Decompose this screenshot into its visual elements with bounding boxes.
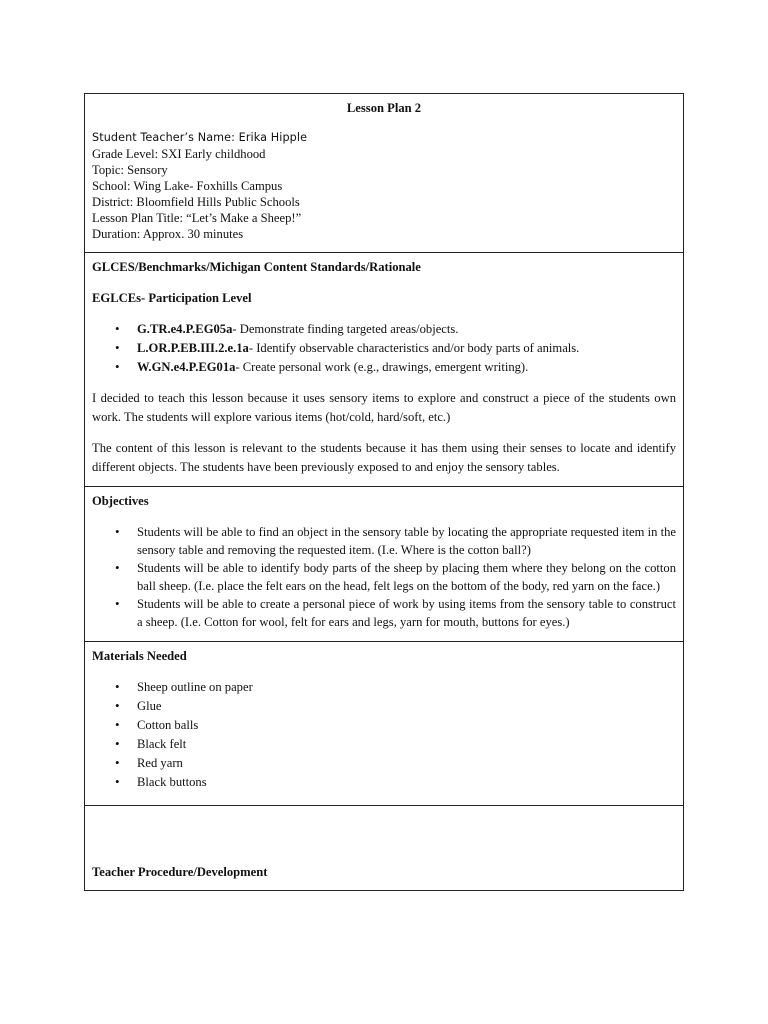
standards-list xyxy=(92,321,676,375)
materials-heading: Materials Needed xyxy=(92,649,187,663)
list-item: • Students will be able to find an object in the sensory table by locating the appropriate requested item in the sensory table and removing the requested item. (I.e. Where is the cotton ball?) xyxy=(92,523,676,559)
school: School: Wing Lake- Foxhills Campus xyxy=(92,179,283,193)
grade-level: Grade Level: SXI Early childhood xyxy=(92,147,266,161)
list-item: • Glue xyxy=(92,698,676,715)
standard-code: L.OR.P.EB.III.2.e.1a xyxy=(137,341,249,355)
list-item xyxy=(92,340,676,356)
objectives-list xyxy=(92,523,676,631)
standards-heading: GLCES/Benchmarks/Michigan Content Standards/Rationale xyxy=(92,260,421,274)
materials-list xyxy=(92,679,676,791)
objectives-heading: Objectives xyxy=(92,494,149,508)
lesson-plan-table xyxy=(84,93,684,891)
list-item: • Black felt xyxy=(92,736,676,753)
list-item xyxy=(92,359,676,375)
list-item: • Students will be able to identify body parts of the sheep by placing them where they belong on the cotton ball sheep. (I.e. place the felt ears on the head, felt legs on the bottom of the body, red yarn on the face.) xyxy=(92,559,676,595)
header-section xyxy=(85,94,683,252)
list-item: • Black buttons xyxy=(92,774,676,791)
topic: Topic: Sensory xyxy=(92,163,168,177)
standard-text: - Identify observable characteristics and/or body parts of animals. xyxy=(248,341,580,355)
document-title: Lesson Plan 2 xyxy=(346,101,422,115)
standards-section xyxy=(85,252,683,486)
list-item: • Sheep outline on paper xyxy=(92,679,676,696)
procedure-section xyxy=(85,805,683,890)
lesson-plan-title: Lesson Plan Title: “Let’s Make a Sheep!” xyxy=(92,211,302,225)
standard-text: - Demonstrate finding targeted areas/objects. xyxy=(232,322,459,336)
participation-level-heading: EGLCEs- Participation Level xyxy=(92,291,252,305)
procedure-heading: Teacher Procedure/Development xyxy=(92,865,268,879)
district: District: Bloomfield Hills Public Schools xyxy=(92,195,300,209)
materials-section xyxy=(85,641,683,805)
standard-code: W.GN.e4.P.EG01a xyxy=(137,360,236,374)
list-item: • Students will be able to create a personal piece of work by using items from the sensory table to construct a sheep. (I.e. Cotton for wool, felt for ears and legs, yarn for mouth, buttons for eyes.) xyxy=(92,595,676,631)
standard-text: - Create personal work (e.g., drawings, emergent writing). xyxy=(235,360,529,374)
relevance-paragraph: The content of this lesson is relevant to the students because it has them using their senses to locate and identify different objects. The students have been previously exposed to and enjoy the sensory tables. xyxy=(92,441,676,474)
list-item: • Red yarn xyxy=(92,755,676,772)
objectives-section xyxy=(85,486,683,641)
rationale-paragraph: I decided to teach this lesson because it uses sensory items to explore and construct a piece of the students own work. The students will explore various items (hot/cold, hard/soft, etc.) xyxy=(92,391,676,424)
teacher-name: Student Teacher’s Name: Erika Hipple xyxy=(92,131,308,144)
list-item xyxy=(92,321,676,337)
duration: Duration: Approx. 30 minutes xyxy=(92,227,244,241)
standard-code: G.TR.e4.P.EG05a xyxy=(137,322,233,336)
list-item: • Cotton balls xyxy=(92,717,676,734)
